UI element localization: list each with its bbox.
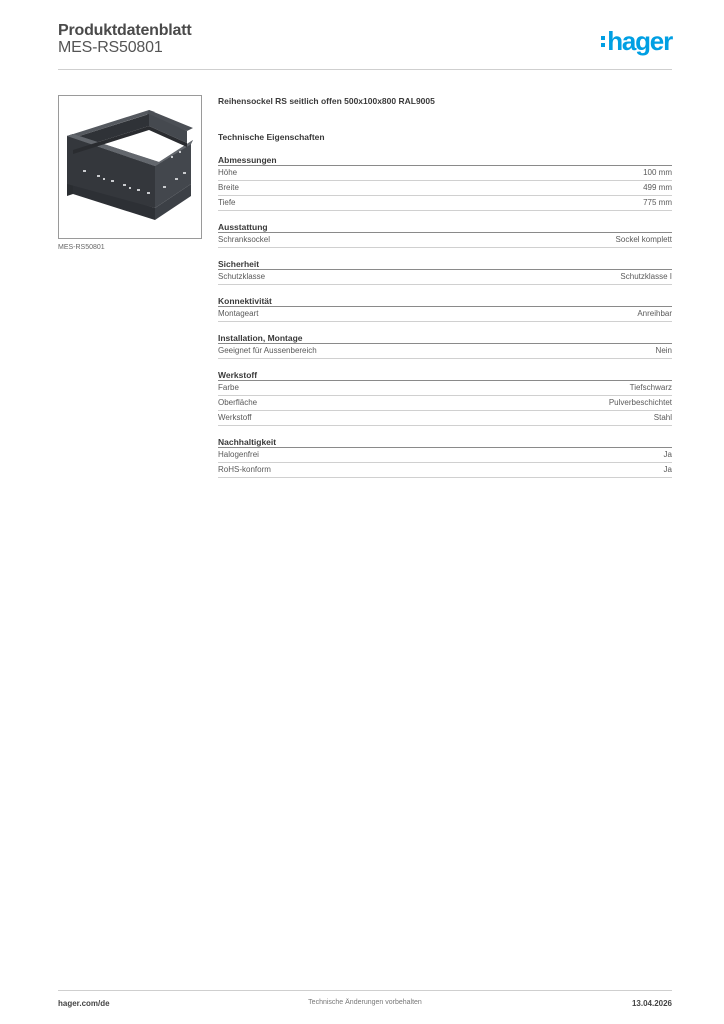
footer-date: 13.04.2026 [631,999,672,1008]
page-header [58,20,672,70]
spec-label: Halogenfrei [218,450,259,459]
spec-label: Farbe [218,383,239,392]
spec-row [218,181,672,196]
spec-label: Breite [218,183,239,192]
spec-group [218,369,672,426]
spec-value: Sockel komplett [615,235,672,244]
spec-group-title: Installation, Montage [218,332,672,344]
spec-value: Stahl [653,413,672,422]
spec-group-title: Konnektivität [218,295,672,307]
spec-row [218,307,672,322]
spec-value: Ja [663,465,672,474]
product-name: Reihensockel RS seitlich offen 500x100x800 RAL9005 [218,96,435,106]
logo-text: hager [607,26,672,56]
spec-value: Schutzklasse I [620,272,672,281]
spec-group [218,436,672,478]
product-image [58,95,202,239]
spec-label: Schranksockel [218,235,271,244]
logo-dots-icon [601,36,605,47]
spec-row [218,396,672,411]
footer-notice: Technische Änderungen vorbehalten [308,999,422,1006]
spec-value: 499 mm [643,183,672,192]
document-title: Produktdatenblatt [58,22,192,39]
spec-label: Oberfläche [218,398,258,407]
spec-group-title: Abmessungen [218,154,672,166]
spec-row [218,463,672,478]
spec-label: Höhe [218,168,238,177]
cabinet-plinth-frame-icon [59,96,201,238]
spec-row [218,233,672,248]
spec-label: RoHS-konform [218,465,271,474]
spec-group-title: Sicherheit [218,258,672,270]
spec-value: Tiefschwarz [629,383,672,392]
spec-row [218,448,672,463]
image-caption: MES-RS50801 [58,244,105,251]
spec-row [218,196,672,211]
spec-content [218,96,672,478]
spec-value: Anreihbar [637,309,672,318]
spec-value: Nein [655,346,672,355]
section-heading: Technische Eigenschaften [218,132,325,142]
spec-value: Ja [663,450,672,459]
spec-group [218,295,672,322]
spec-group-title: Nachhaltigkeit [218,436,672,448]
footer-website[interactable]: hager.com/de [58,999,110,1008]
spec-group [218,154,672,211]
spec-group [218,221,672,248]
spec-label: Schutzklasse [218,272,266,281]
spec-groups [218,154,672,478]
spec-row [218,381,672,396]
spec-group-title: Werkstoff [218,369,672,381]
spec-row [218,411,672,426]
spec-row [218,270,672,285]
article-number: MES-RS50801 [58,39,163,56]
spec-label: Geeignet für Aussenbereich [218,346,317,355]
spec-group-title: Ausstattung [218,221,672,233]
spec-row [218,344,672,359]
spec-label: Montageart [218,309,259,318]
spec-group [218,258,672,285]
spec-value: 100 mm [643,168,672,177]
spec-value: Pulverbeschichtet [608,398,672,407]
spec-label: Werkstoff [218,413,252,422]
page-footer [58,990,672,1014]
hager-logo [601,26,672,56]
spec-group [218,332,672,359]
spec-value: 775 mm [643,198,672,207]
spec-row [218,166,672,181]
spec-label: Tiefe [218,198,236,207]
